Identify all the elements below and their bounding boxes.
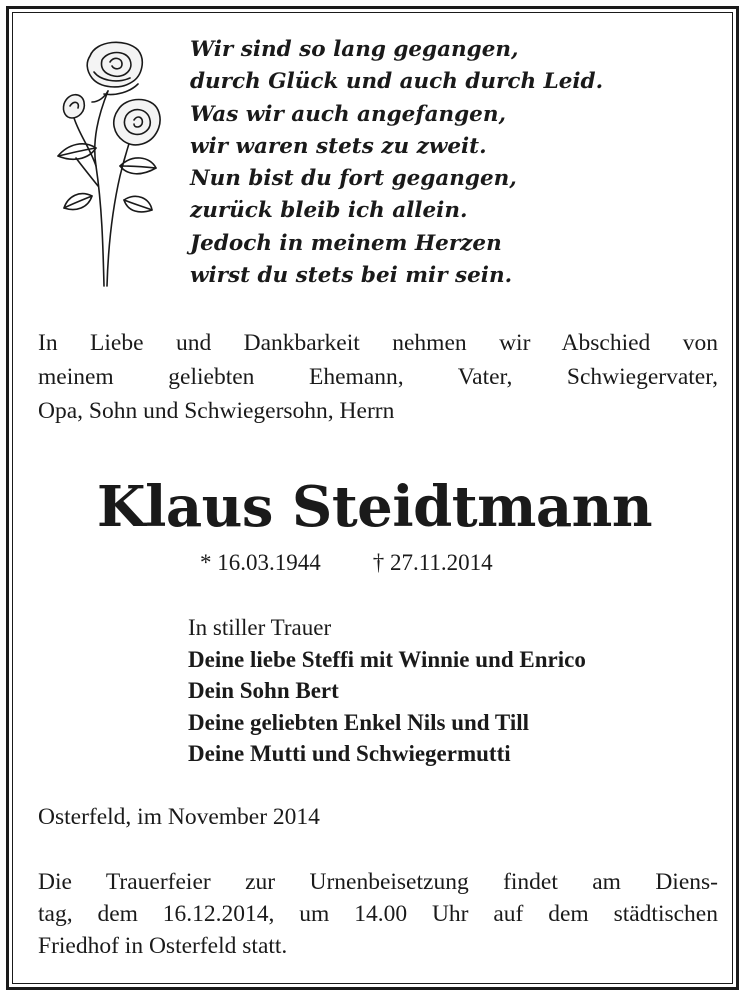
intro-line: meinem geliebten Ehemann, Vater, Schwiegervater, bbox=[38, 364, 718, 390]
life-dates bbox=[200, 550, 493, 576]
deceased-name: Klaus Steidtmann bbox=[96, 474, 653, 540]
poem-line: Jedoch in meinem Herzen bbox=[190, 230, 502, 256]
mourner-entry: Deine Mutti und Schwiegermutti bbox=[188, 741, 511, 766]
mourners-list bbox=[188, 612, 586, 770]
poem-line: Wir sind so lang gegangen, bbox=[190, 37, 519, 62]
place-and-date: Osterfeld, im November 2014 bbox=[38, 804, 320, 830]
poem-line: durch Glück und auch durch Leid. bbox=[190, 69, 604, 95]
mourners-heading: In stiller Trauer bbox=[188, 615, 332, 640]
mourner-entry: Dein Sohn Bert bbox=[188, 678, 339, 703]
intro-line: In Liebe und Dankbarkeit nehmen wir Abschied von bbox=[38, 330, 718, 356]
poem-line: Nun bist du fort gegangen, bbox=[190, 166, 517, 192]
poem-line: wirst du stets bei mir sein. bbox=[190, 263, 513, 289]
poem-line: wir waren stets zu zweit. bbox=[190, 133, 487, 159]
mourner-entry: Deine geliebten Enkel Nils und Till bbox=[188, 709, 530, 735]
funeral-line: Friedhof in Osterfeld statt. bbox=[38, 933, 288, 959]
birth-date: * 16.03.1944 bbox=[200, 550, 321, 575]
mourner-entry: Deine liebe Steffi mit Winnie und Enrico bbox=[188, 646, 586, 672]
rose-icon bbox=[46, 36, 166, 292]
funeral-line: tag, dem 16.12.2014, um 14.00 Uhr auf dem städtischen bbox=[38, 901, 718, 927]
funeral-line: Die Trauerfeier zur Urnenbeisetzung findet am Diens- bbox=[38, 869, 718, 895]
memorial-poem bbox=[190, 34, 603, 292]
funeral-info bbox=[38, 866, 718, 962]
poem-line: Was wir auch angefangen, bbox=[190, 101, 506, 127]
intro-line: Opa, Sohn und Schwiegersohn, Herrn bbox=[38, 398, 395, 424]
farewell-intro bbox=[38, 326, 718, 428]
death-date: † 27.11.2014 bbox=[372, 550, 493, 575]
poem-line: zurück bleib ich allein. bbox=[190, 198, 468, 224]
